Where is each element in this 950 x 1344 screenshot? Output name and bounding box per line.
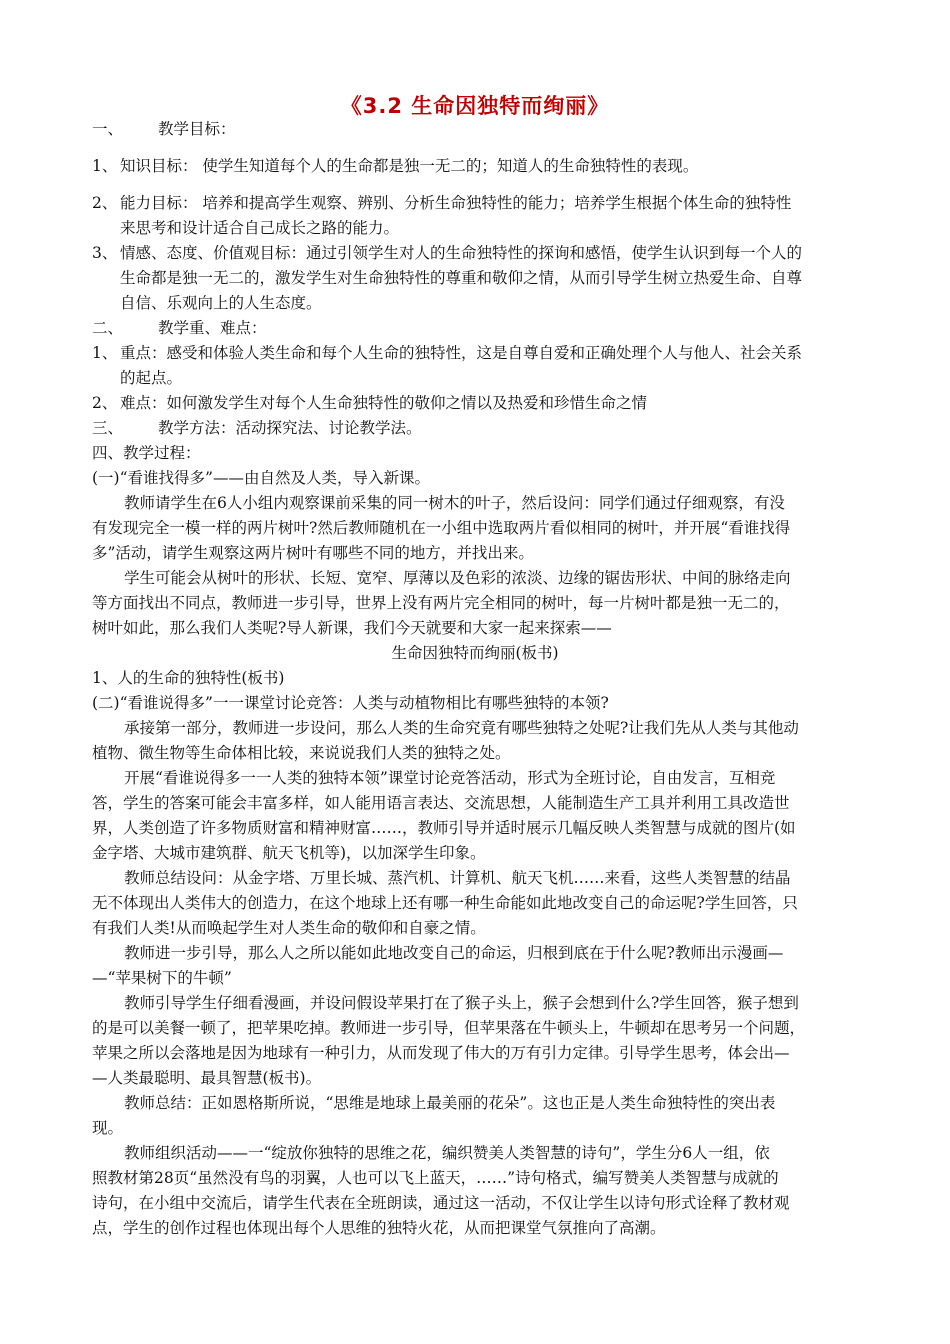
paragraph-line: 教师总结：正如恩格斯所说，“思维是地球上最美丽的花朵”。这也正是人类生命独特性的突出表	[124, 1094, 776, 1112]
paragraph-line: 有发现完全一模一样的两片树叶?然后教师随机在一小组中选取两片看似相同的树叶，并开展“看谁找得	[92, 519, 791, 537]
paragraph-line: 来思考和设计适合自己成长之路的能力。	[120, 219, 400, 237]
section-heading: 教学重、难点：	[158, 319, 267, 337]
paragraph-line: 生命都是独一无二的，激发学生对生命独特性的尊重和敬仰之情，从而引导学生树立热爱生命、自尊	[120, 269, 803, 287]
paragraph-line: 教师进一步引导，那么人之所以能如此地改变自己的命运，归根到底在于什么呢?教师出示漫画—	[124, 944, 784, 962]
paragraph-line: 界，人类创造了许多物质财富和精神财富……，教师引导并适时展示几幅反映人类智慧与成就的图片(如	[92, 819, 796, 837]
paragraph-line: 教师组织活动——一“绽放你独特的思维之花，编织赞美人类智慧的诗句”，学生分6人一组，依	[124, 1144, 770, 1162]
section-heading: 四、教学过程：	[92, 444, 201, 462]
paragraph-line: 有我们人类!从而唤起学生对人类生命的敬仰和自豪之情。	[92, 919, 486, 937]
section-number: 三、	[92, 419, 124, 437]
paragraph-line: 情感、态度、价值观目标：通过引领学生对人的生命独特性的探询和感悟，使学生认识到每一个人的	[120, 244, 803, 262]
paragraph-line: —人类最聪明、最具智慧(板书)。	[92, 1069, 322, 1087]
item-number: 3、	[92, 244, 118, 262]
subsection-heading: (一)“看谁找得多”——由自然及人类，导入新课。	[92, 469, 430, 487]
item-number: 1、	[92, 344, 118, 362]
paragraph-line: 现。	[92, 1119, 124, 1137]
paragraph-line: 无不体现出人类伟大的创造力，在这个地球上还有哪一种生命能如此地改变自己的命运呢?学生回答，只	[92, 894, 798, 912]
paragraph-line: 照教材第28页“虽然没有鸟的羽翼，人也可以飞上蓝天，……”诗句格式，编写赞美人类智慧与成就的	[92, 1169, 779, 1187]
paragraph-line: 点，学生的创作过程也体现出每个人思维的独特火花，从而把课堂气氛推向了高潮。	[92, 1219, 666, 1237]
paragraph-line: 学生可能会从树叶的形状、长短、宽窄、厚薄以及色彩的浓淡、边缘的锯齿形状、中间的脉络走向	[124, 569, 791, 587]
paragraph-line: 的是可以美餐一顿了，把苹果吃掉。教师进一步引导，但苹果落在牛顿头上，牛顿却在思考另一个问题，	[92, 1019, 806, 1037]
paragraph-line: 多”活动，请学生观察这两片树叶有哪些不同的地方，并找出来。	[92, 544, 534, 562]
section-heading: 教学方法：活动探究法、讨论教学法。	[158, 419, 422, 437]
paragraph-line: 承接第一部分，教师进一步设问，那么人类的生命究竟有哪些独特之处呢?让我们先从人类与其他动	[124, 719, 799, 737]
item-number: 2、	[92, 194, 118, 212]
paragraph-line: 诗句，在小组中交流后，请学生代表在全班朗读，通过这一活动，不仅让学生以诗句形式诠释了教材观	[92, 1194, 790, 1212]
paragraph-line: 植物、微生物等生命体相比较，来说说我们人类的独特之处。	[92, 744, 511, 762]
item-number: 2、	[92, 394, 118, 412]
paragraph-line: 开展“看谁说得多一一人类的独特本领”课堂讨论竞答活动，形式为全班讨论，自由发言，互相竞	[124, 769, 776, 787]
paragraph-line: 能力目标： 培养和提高学生观察、辨别、分析生命独特性的能力；培养学生根据个体生命的独特性	[120, 194, 792, 212]
board-heading: 生命因独特而绚丽(板书)	[391, 644, 559, 662]
paragraph-line: 自信、乐观向上的人生态度。	[120, 294, 322, 312]
paragraph-line: 教师请学生在6人小组内观察课前采集的同一树木的叶子，然后设问：同学们通过仔细观察，有没	[124, 494, 785, 512]
section-number: 一、	[92, 120, 124, 138]
paragraph-line: 树叶如此，那么我们人类呢?导人新课，我们今天就要和大家一起来探索——	[92, 619, 612, 637]
paragraph-line: —“苹果树下的牛顿”	[92, 969, 232, 987]
paragraph-line: 的起点。	[120, 369, 183, 387]
paragraph-line: 难点：如何激发学生对每个人生命独特性的敬仰之情以及热爱和珍惜生命之情	[120, 394, 648, 412]
paragraph-line: 等方面找出不同点，教师进一步引导，世界上没有两片完全相同的树叶，每一片树叶都是独一无二的，	[92, 594, 790, 612]
paragraph-line: 金字塔、大城市建筑群、航天飞机等)，以加深学生印象。	[92, 844, 486, 862]
subsection-heading: (二)“看谁说得多”一一课堂讨论竞答：人类与动植物相比有哪些独特的本领?	[92, 694, 609, 712]
paragraph-line: 教师引导学生仔细看漫画，并设问假设苹果打在了猴子头上，猴子会想到什么?学生回答，猴子想到	[124, 994, 799, 1012]
paragraph-line: 答，学生的答案可能会丰富多样，如人能用语言表达、交流思想，人能制造生产工具并利用工具改造世	[92, 794, 790, 812]
subsection-heading: 1、人的生命的独特性(板书)	[92, 669, 285, 687]
section-heading: 教学目标：	[158, 120, 236, 138]
item-number: 1、	[92, 157, 118, 175]
document-title: 《3.2 生命因独特而绚丽》	[340, 94, 610, 118]
section-number: 二、	[92, 319, 124, 337]
paragraph-line: 苹果之所以会落地是因为地球有一种引力，从而发现了伟大的万有引力定律。引导学生思考，体会出—	[92, 1044, 790, 1062]
paragraph-line: 教师总结设问：从金字塔、万里长城、蒸汽机、计算机、航天飞机……来看，这些人类智慧的结晶	[124, 869, 791, 887]
paragraph-line: 知识目标： 使学生知道每个人的生命都是独一无二的；知道人的生命独特性的表现。	[120, 157, 699, 175]
paragraph-line: 重点：感受和体验人类生命和每个人生命的独特性，这是自尊自爱和正确处理个人与他人、社会关系	[120, 344, 803, 362]
